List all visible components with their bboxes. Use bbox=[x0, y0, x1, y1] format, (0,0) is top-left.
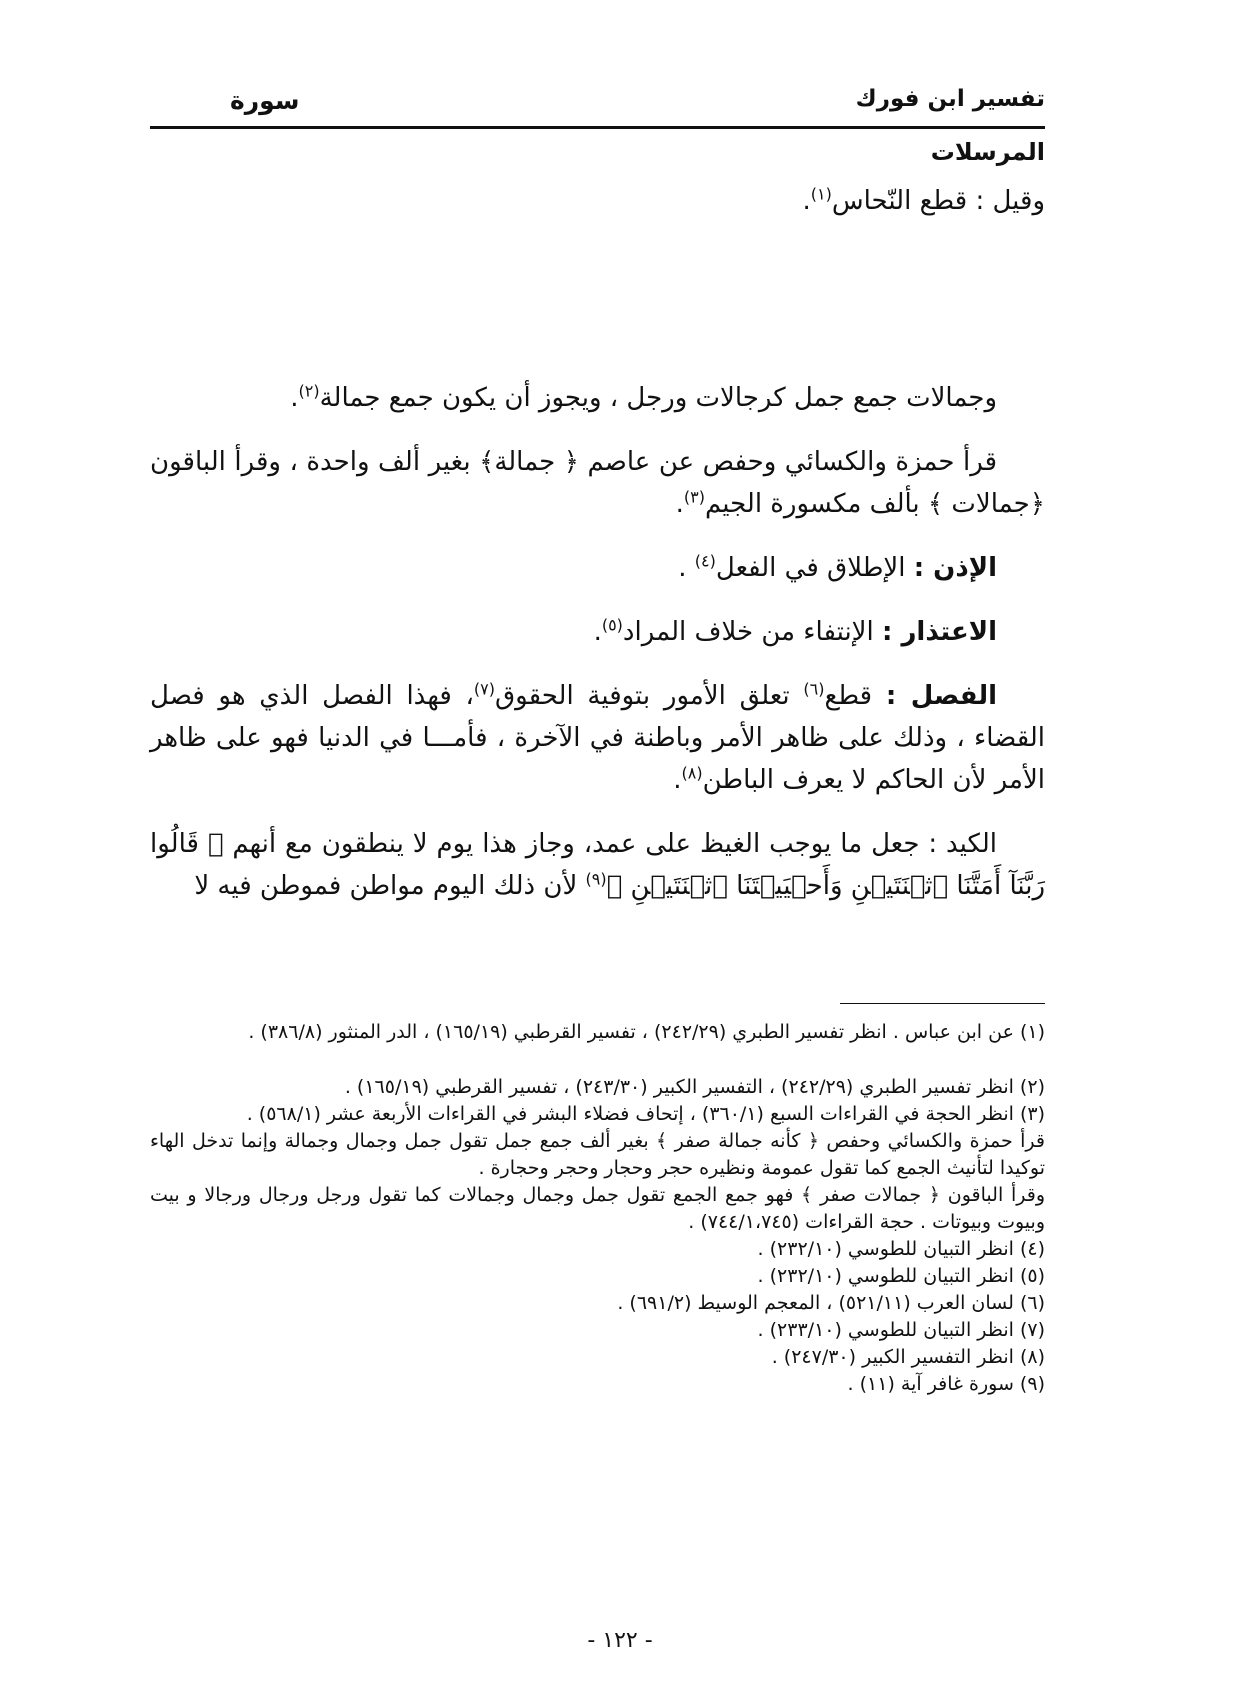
footnote-9: (٩) سورة غافر آية (١١) . bbox=[847, 1373, 1045, 1395]
term-label: الإذن : bbox=[913, 553, 997, 583]
paragraph-end: . bbox=[675, 489, 684, 519]
footnote-3-note-a: قرأ حمزة والكسائي وحفص ﴿ كأنه جمالة صفر ﴾ بغير ألف جمع جمل تقول جمل وجمال وجمالة وإنما تدخل الهاء توكيدا لتأنيث الجمع كما تقول عمومة ونظيره حجر وحجار وحجر وحجارة . bbox=[150, 1130, 1045, 1179]
paragraph-text: قطع bbox=[824, 681, 886, 711]
footnote-4: (٤) انظر التبيان للطوسي (٢٣٢/١٠) . bbox=[757, 1238, 1045, 1260]
book-title: تفسير ابن فورك bbox=[855, 86, 1045, 112]
paragraph-2 bbox=[150, 441, 1045, 525]
paragraph-end: . bbox=[290, 383, 299, 413]
term-label: الاعتذار : bbox=[882, 617, 997, 647]
paragraph-text: ، فهذا الفصل الذي هو فصل القضاء ، وذلك على ظاهر الأمر وباطنة في الآخرة ، فأمـــا في الدنيا فهو على ظاهر الأمر لأن الحاكم لا يعرف الباطن bbox=[150, 681, 1045, 795]
footnote-separator bbox=[840, 1003, 1045, 1004]
paragraph-text: الإنتفاء من خلاف المراد bbox=[622, 617, 882, 647]
footnote-1: (١) عن ابن عباس . انظر تفسير الطبري (٢٤٢/٢٩) ، تفسير القرطبي (١٦٥/١٩) ، الدر المنثور (٣٨٦/٨) . bbox=[248, 1021, 1045, 1043]
paragraph-text: قرأ حمزة والكسائي وحفص عن عاصم ﴿ جمالة﴾ بغير ألف واحدة ، وقرأ الباقون ﴿جمالات ﴾ بألف مكسورة الجيم bbox=[150, 447, 1045, 519]
paragraph-end: . bbox=[673, 765, 682, 795]
footnote-ref: (١) bbox=[810, 184, 832, 204]
paragraph-6 bbox=[150, 823, 1045, 907]
footnote-5: (٥) انظر التبيان للطوسي (٢٣٢/١٠) . bbox=[757, 1265, 1045, 1287]
footnote-6: (٦) لسان العرب (٥٢١/١١) ، المعجم الوسيط (٦٩١/٢) . bbox=[617, 1292, 1045, 1314]
paragraph-text: تعلق الأمور بتوفية الحقوق bbox=[494, 681, 804, 711]
body-text bbox=[150, 377, 1045, 907]
first-line-text: وقيل : قطع النّحاس bbox=[831, 186, 1045, 216]
footnote-ref: (٤) bbox=[694, 551, 716, 571]
surah-label: سورة bbox=[230, 86, 300, 115]
footnote-7: (٧) انظر التبيان للطوسي (٢٣٣/١٠) . bbox=[757, 1319, 1045, 1341]
paragraph-end: لأن ذلك اليوم مواطن فموطن فيه لا bbox=[194, 871, 586, 901]
footnote-ref: (٨) bbox=[681, 763, 703, 783]
footnote-8: (٨) انظر التفسير الكبير (٢٤٧/٣٠) . bbox=[771, 1346, 1045, 1368]
first-line bbox=[803, 186, 1045, 216]
footnote-ref: (٣) bbox=[683, 487, 705, 507]
header-rule bbox=[150, 126, 1045, 129]
paragraph-text: الإطلاق في الفعل bbox=[715, 553, 914, 583]
term-label: الفصل : bbox=[885, 681, 998, 711]
footnote-ref: (٥) bbox=[601, 615, 623, 635]
footnote-3: (٣) انظر الحجة في القراءات السبع (٣٦٠/١) ، إتحاف فضلاء البشر في القراءات الأربعة عشر (٥٦٨/١) . bbox=[246, 1103, 1045, 1125]
paragraph-end: . bbox=[593, 617, 602, 647]
paragraph-text: الكيد : جعل ما يوجب الغيظ على عمد، وجاز هذا يوم لا ينطقون مع أنهم ﴿ قَالُوا رَبَّنَآ أَمَتَّنَا ٱثۡنَتَيۡنِ وَأَحۡيَيۡتَنَا ٱثۡنَتَيۡنِ ﴾ bbox=[150, 829, 1045, 901]
paragraph-4 bbox=[150, 611, 1045, 653]
paragraph-5 bbox=[150, 675, 1045, 801]
page-header bbox=[150, 82, 1045, 124]
paragraph-text: وجمالات جمع جمل كرجالات ورجل ، ويجوز أن يكون جمع جمالة bbox=[319, 383, 997, 413]
surah-name: المرسلات bbox=[930, 138, 1045, 166]
footnote-ref: (٢) bbox=[298, 381, 320, 401]
footnote-ref: (٧) bbox=[473, 679, 495, 699]
paragraph-1 bbox=[150, 377, 1045, 419]
paragraph-3 bbox=[150, 547, 1045, 589]
page-number: - ١٢٢ - bbox=[587, 1628, 653, 1653]
footnote-3-note-b: وقرأ الباقون ﴿ جمالات صفر ﴾ فهو جمع الجمع تقول جمل وجمال وجمالات كما تقول ورجل ورجال ورجالا و بيت وبيوت وبيوتات . حجة القراءات (٧٤٤/١،٧٤٥) . bbox=[150, 1184, 1045, 1233]
footnote-2: (٢) انظر تفسير الطبري (٢٤٢/٢٩) ، التفسير الكبير (٢٤٣/٣٠) ، تفسير القرطبي (١٦٥/١٩) . bbox=[344, 1076, 1045, 1098]
first-line-end: . bbox=[802, 186, 811, 216]
footnote-ref: (٦) bbox=[803, 679, 825, 699]
footnote-ref: (٩) bbox=[585, 869, 607, 889]
footnotes bbox=[150, 1019, 1045, 1398]
paragraph-end: . bbox=[678, 553, 695, 583]
